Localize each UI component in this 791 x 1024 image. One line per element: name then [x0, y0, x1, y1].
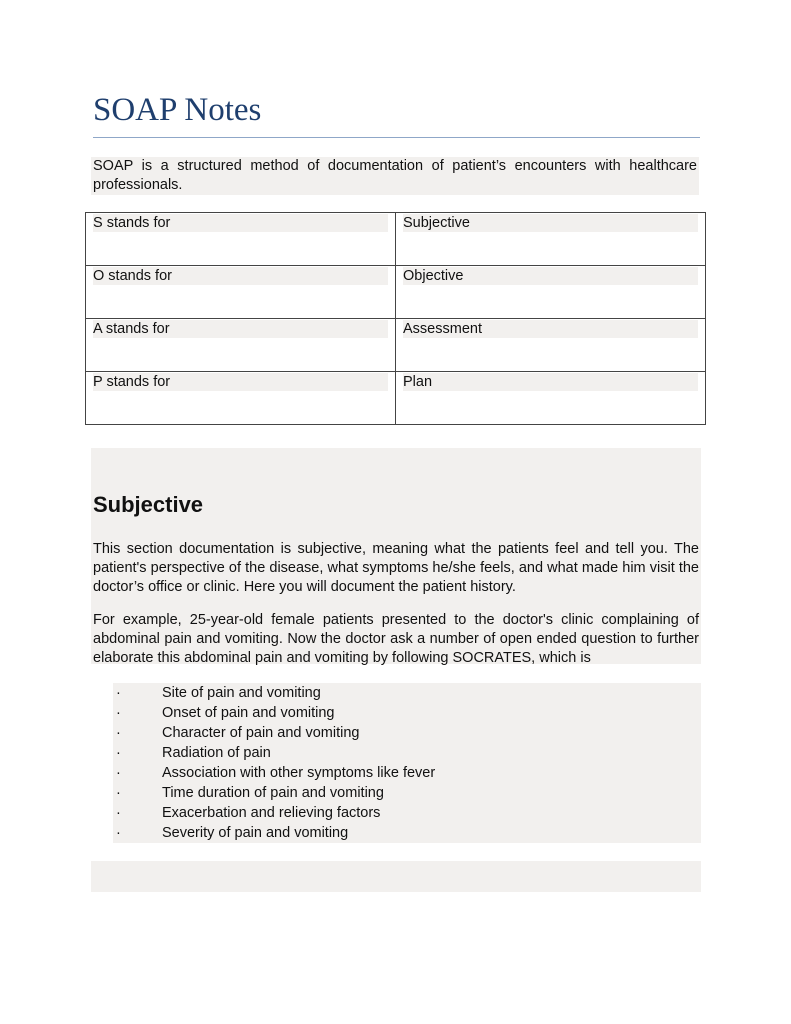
bullet-icon: · — [116, 805, 121, 821]
bullet-icon: · — [116, 765, 121, 781]
empty-shaded-block — [91, 861, 701, 892]
subjective-paragraph-1: This section documentation is subjective, meaning what the patients feel and tell you. The patient's perspective of the disease, what symptoms he/she feels, and what made him visit the doctor’s office or clinic. Here you will document the patient history. — [93, 541, 699, 595]
table-cell-term: P stands for — [86, 372, 396, 425]
table-cell-meaning: Plan — [396, 372, 706, 425]
table-cell-meaning: Subjective — [396, 213, 706, 266]
socrates-list — [113, 683, 701, 843]
bullet-icon: · — [116, 725, 121, 741]
section-heading-subjective: Subjective — [93, 492, 204, 517]
bullet-icon: · — [116, 685, 121, 701]
bullet-icon: · — [116, 745, 121, 761]
table-cell-term: S stands for — [86, 213, 396, 266]
bullet-icon: · — [116, 825, 121, 841]
list-item: · Association with other symptoms like fever — [116, 765, 436, 781]
page-title: SOAP Notes — [93, 92, 262, 128]
list-item: · Character of pain and vomiting — [116, 725, 360, 741]
list-item: · Radiation of pain — [116, 745, 271, 761]
intro-paragraph: SOAP is a structured method of documentation of patient’s encounters with healthcare professionals. — [93, 158, 697, 193]
table-cell-meaning: Objective — [396, 266, 706, 319]
table-row — [86, 266, 706, 319]
bullet-icon: · — [116, 705, 121, 721]
list-item: · Onset of pain and vomiting — [116, 705, 335, 721]
table-row — [86, 213, 706, 266]
table-row — [86, 372, 706, 425]
table-row — [86, 319, 706, 372]
list-item: · Time duration of pain and vomiting — [116, 785, 384, 801]
table-cell-term: O stands for — [86, 266, 396, 319]
subjective-paragraph-2: For example, 25-year-old female patients presented to the doctor's clinic complaining of abdominal pain and vomiting. Now the doctor ask a number of open ended question to further elaborate this abdominal pain and vomiting by following SOCRATES, which is — [93, 612, 699, 666]
list-item: · Exacerbation and relieving factors — [116, 805, 381, 821]
title-underline — [93, 137, 700, 138]
table-cell-meaning: Assessment — [396, 319, 706, 372]
soap-table — [85, 212, 706, 425]
table-cell-term: A stands for — [86, 319, 396, 372]
list-item: · Severity of pain and vomiting — [116, 825, 349, 841]
list-item: · Site of pain and vomiting — [116, 685, 321, 701]
bullet-icon: · — [116, 785, 121, 801]
